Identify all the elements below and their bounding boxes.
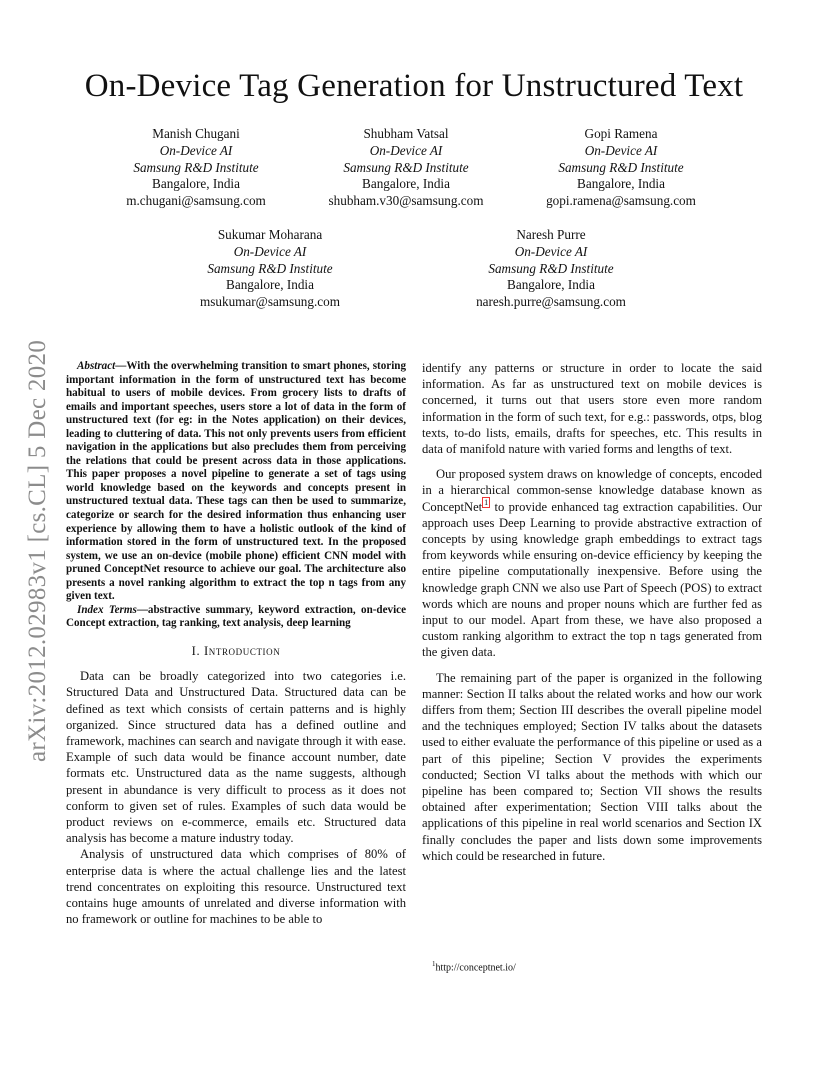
author-email[interactable]: m.chugani@samsung.com bbox=[126, 193, 266, 209]
paragraph: The remaining part of the paper is organized in the following manner: Section II talks about the related works and how our work differs from them; Section III describes the overall pipeline model and the techniques employed; Section IV talks about the datasets used to either evaluate the performance of this pipeline or used as a part of this pipeline; Section V provides the experiments conducted; Section VI talks about the methods with which our pipeline has been compared to; Section VII shows the results obtained after experimentation; Section VIII talks about the applications of this pipeline in real world scenarios and Section IX finally concludes the paper and lists down some improvements which could be researched in future. bbox=[422, 670, 762, 863]
paragraph: identify any patterns or structure in order to locate the said information. As far as unstructured text on mobile devices is concerned, it turns out that users store even more random information in the form of such text, for e.g.: passwords, otps, blog texts, to-do lists, emails, drafts for speeches, etc. This results in data of manifold nature with varied forms and lengths of text. bbox=[422, 361, 762, 457]
footnote-url[interactable]: http://conceptnet.io/ bbox=[435, 962, 516, 974]
author-block bbox=[170, 227, 370, 311]
abstract-label: Abstract bbox=[77, 360, 116, 372]
footnote-mark: 1 bbox=[432, 960, 436, 968]
index-terms bbox=[66, 604, 406, 631]
paragraph-text: Our proposed system draws on knowledge of concepts, encoded in a hierarchical common-sense knowledge database known as ConceptNet bbox=[422, 467, 762, 514]
section-heading bbox=[66, 643, 406, 659]
author-location: Bangalore, India bbox=[507, 277, 595, 293]
author-name: Sukumar Moharana bbox=[217, 227, 323, 242]
author-location: Bangalore, India bbox=[152, 176, 240, 192]
author-org: Samsung R&D Institute bbox=[558, 159, 684, 175]
author-email[interactable]: naresh.purre@samsung.com bbox=[476, 294, 626, 310]
author-org: Samsung R&D Institute bbox=[488, 260, 614, 276]
abstract bbox=[66, 360, 406, 604]
author-dept: On-Device AI bbox=[159, 142, 233, 158]
paragraph-text: to provide enhanced tag extraction capabilities. Our approach uses Deep Learning to provide abstractive extraction of concepts by using knowledge graph embeddings to extract tags from keywords while ensuring on-device efficiency by keeping the entire pipeline computationally inexpensive. Before using the knowledge graph CNN we also use Part of Speech (POS) to extract words which are nouns and proper nouns which are further fed as input to our model. Apart from these, we have also proposed a custom ranking algorithm to extract the top n tags generated from the given data. bbox=[422, 499, 762, 660]
author-email[interactable]: gopi.ramena@samsung.com bbox=[546, 193, 696, 209]
author-dept: On-Device AI bbox=[233, 243, 307, 259]
author-block bbox=[96, 126, 296, 210]
author-location: Bangalore, India bbox=[226, 277, 314, 293]
author-org: Samsung R&D Institute bbox=[133, 159, 259, 175]
author-org: Samsung R&D Institute bbox=[343, 159, 469, 175]
footnote-link[interactable]: 1 bbox=[484, 498, 489, 508]
author-name: Shubham Vatsal bbox=[363, 126, 449, 141]
paragraph bbox=[422, 466, 762, 660]
abstract-text: —With the overwhelming transition to smart phones, storing important information in the form of unstructured text has become habitual to users of mobile devices. From grocery lists to drafts of emails and important speeches, users store a lot of data in the form of unstructured text (for eg: in the Notes application) on their devices, leading to cluttering of data. This not only prevents users from efficient navigation in the applications but also precludes them from perceiving the relations that could be present across data in those applications. This paper proposes a novel pipeline to generate a set of tags using world knowledge based on the keywords and concepts present in unstructured textual data. These tags can then be used to summarize, categorize or search for the desired information thus enhancing user experience by allowing them to have a holistic outlook of the kind of information stored in the form of unstructured text. In the proposed system, we use an on-device (mobile phone) efficient CNN model with pruned ConceptNet resource to achieve our goal. The architecture also presents a novel ranking algorithm to extract the top n tags from any given text. bbox=[66, 360, 406, 603]
arxiv-id-text: arXiv:2012.02983v1 [cs.CL] 5 Dec 2020 bbox=[24, 339, 51, 762]
section-title: Introduction bbox=[203, 643, 281, 658]
left-column bbox=[66, 360, 406, 927]
author-org: Samsung R&D Institute bbox=[207, 260, 333, 276]
paragraph: Analysis of unstructured data which comprises of 80% of enterprise data is where the actual challenge lies and the latest trend concentrates on exploiting this resource. Unstructured text contains huge amounts of unrelated and diverse information with no framework or outline for machines to be able to bbox=[66, 847, 406, 927]
author-block bbox=[521, 126, 721, 210]
author-location: Bangalore, India bbox=[577, 176, 665, 192]
index-terms-text: —abstractive summary, keyword extraction, on-device Concept extraction, tag ranking, text analysis, deep learning bbox=[66, 603, 406, 630]
author-email[interactable]: shubham.v30@samsung.com bbox=[328, 193, 484, 209]
paragraph: Data can be broadly categorized into two categories i.e. Structured Data and Unstructured Data. Structured data can be defined as text which consists of certain patterns and is highly organized. Since structured data has a defined outline and framework, machines can search and navigate through it with ease. Example of such data would be finance account number, date formats etc. Unstructured data as the name suggests, although present in abundance is very difficult to process as it does not conform to given set of rules. Examples of such data would be product reviews on e-commerce, emails etc. Structured data analysis has become a mature industry today. bbox=[66, 669, 406, 846]
author-name: Manish Chugani bbox=[152, 126, 240, 141]
right-column bbox=[422, 360, 762, 864]
author-block bbox=[306, 126, 506, 210]
author-name: Naresh Purre bbox=[516, 227, 586, 242]
author-dept: On-Device AI bbox=[514, 243, 588, 259]
section-number: I. bbox=[191, 643, 201, 658]
paper-title: On-Device Tag Generation for Unstructured Text bbox=[84, 68, 744, 104]
footnote bbox=[432, 960, 516, 973]
author-dept: On-Device AI bbox=[584, 142, 658, 158]
author-name: Gopi Ramena bbox=[584, 126, 658, 141]
author-block bbox=[451, 227, 651, 311]
author-location: Bangalore, India bbox=[362, 176, 450, 192]
index-terms-label: Index Terms bbox=[77, 603, 137, 616]
arxiv-identifier bbox=[20, 292, 56, 762]
author-dept: On-Device AI bbox=[369, 142, 443, 158]
author-email[interactable]: msukumar@samsung.com bbox=[200, 294, 340, 310]
